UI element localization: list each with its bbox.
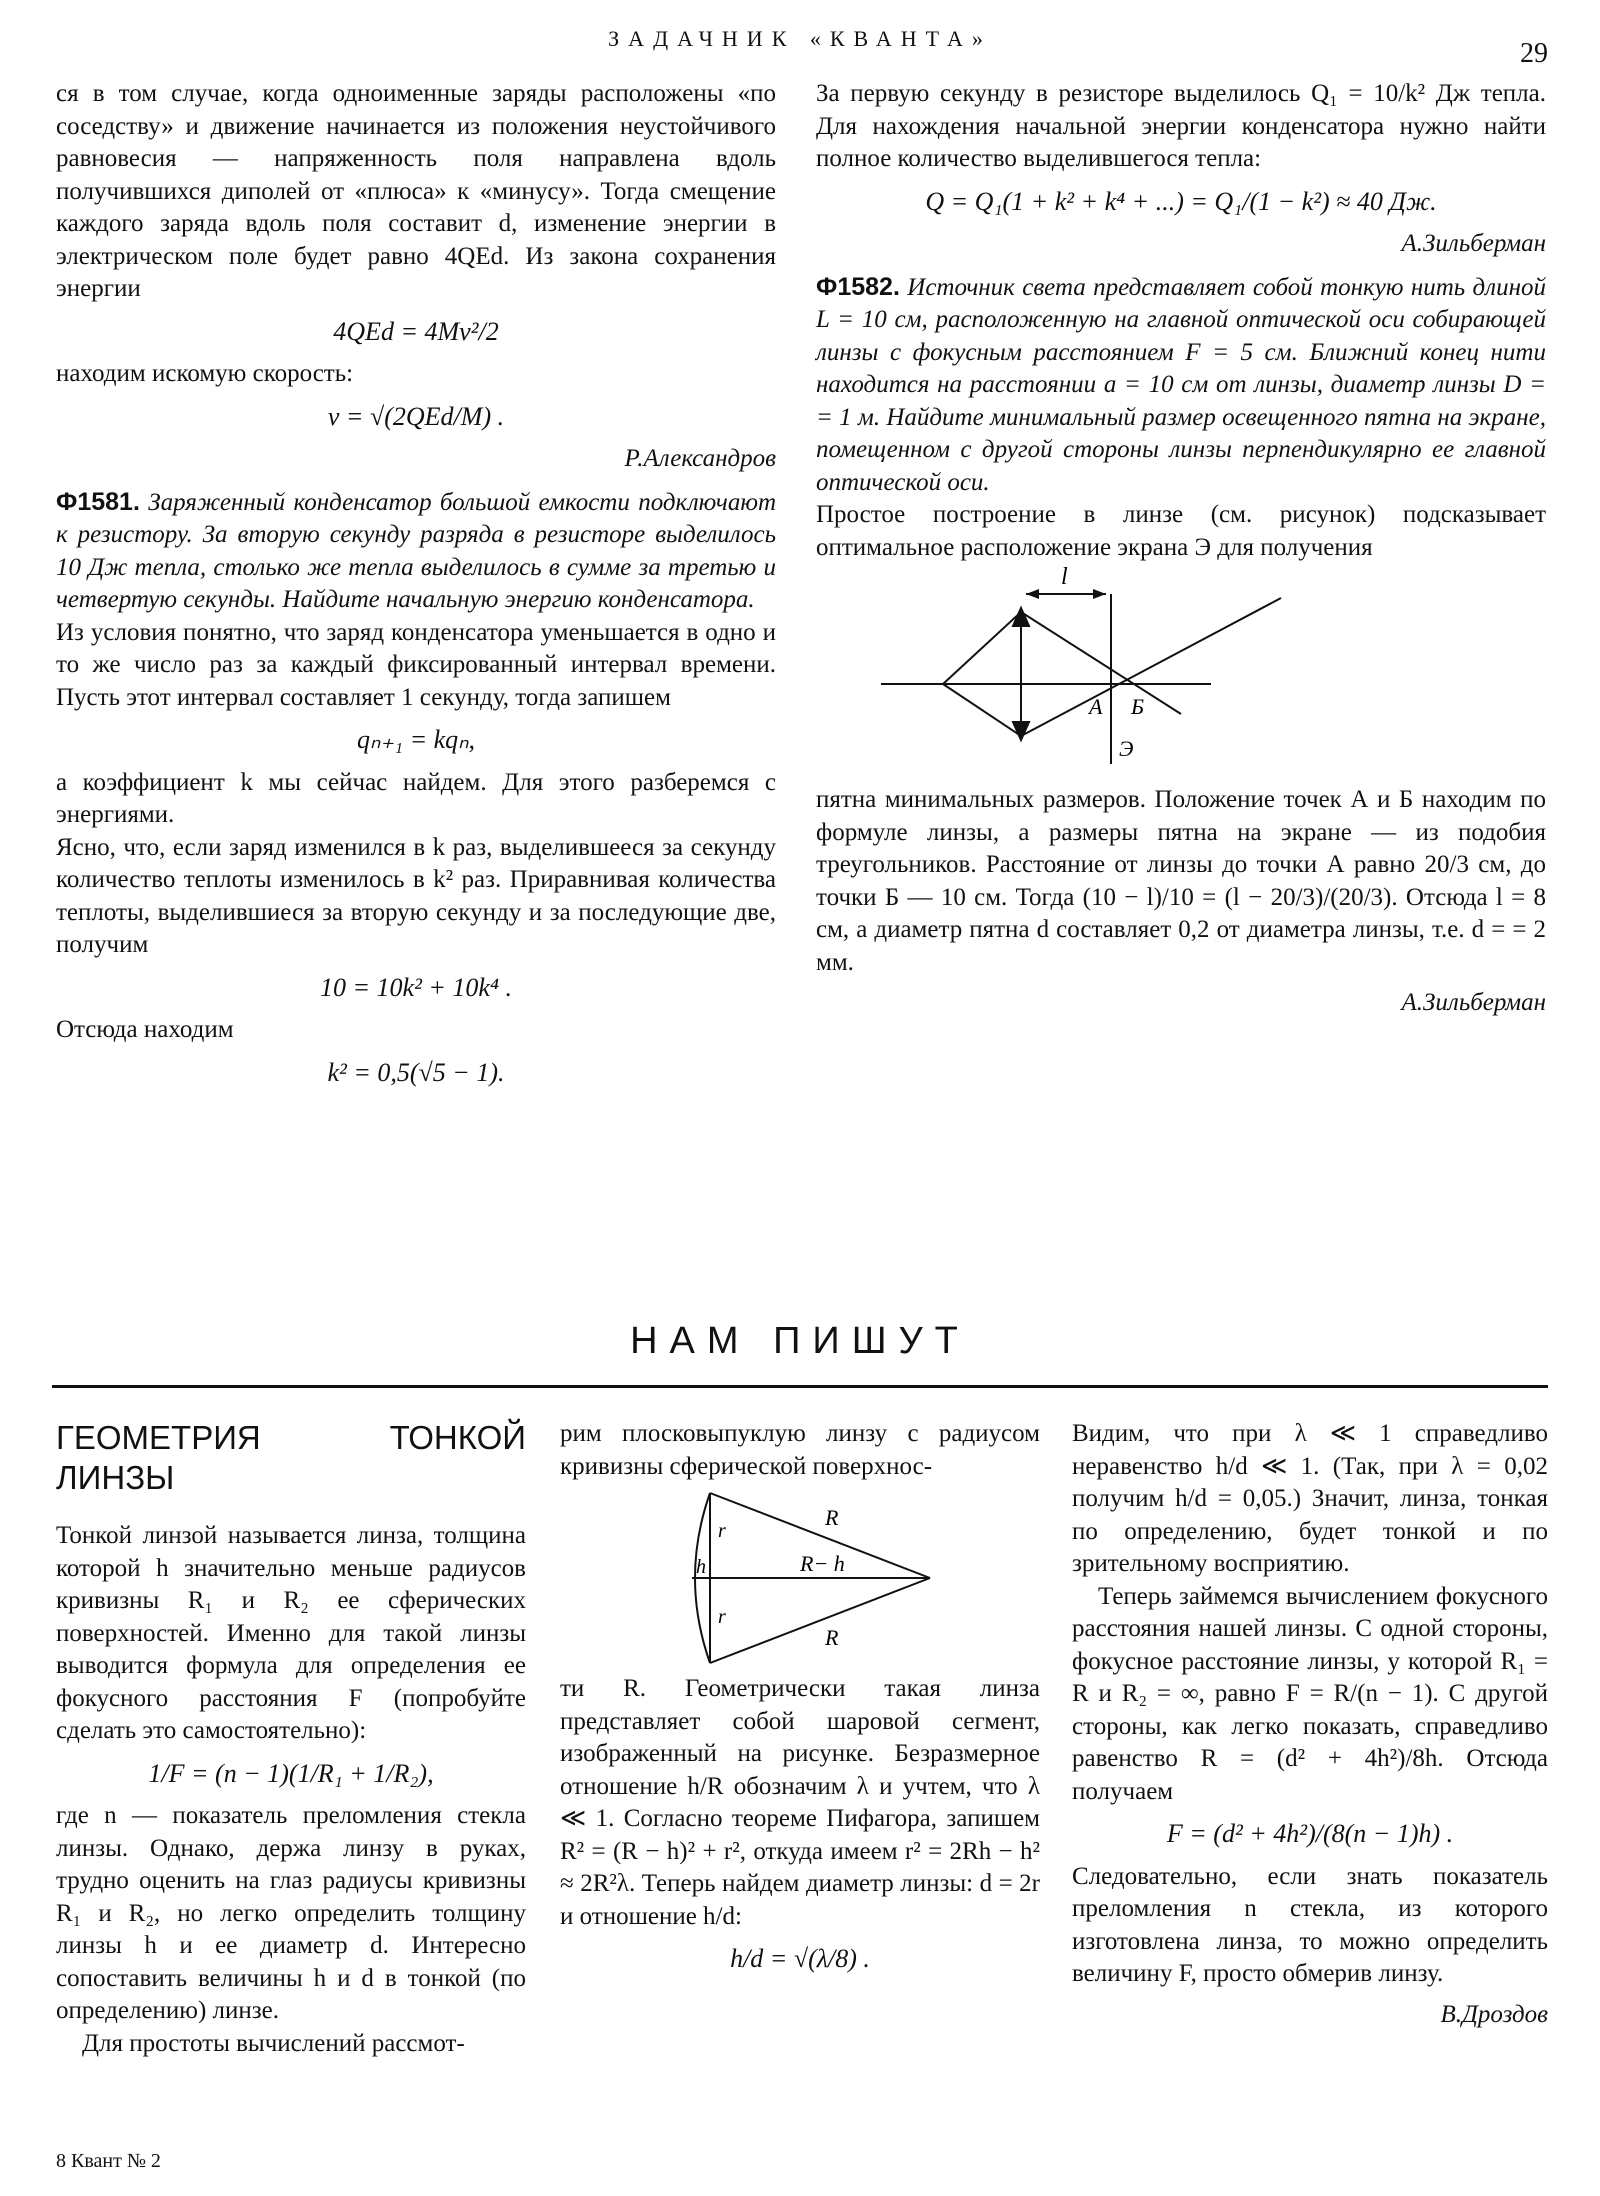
ray: [943, 612, 1021, 684]
equation: 1/F = (n − 1)(1/R₁ + 1/R₂),: [148, 1758, 434, 1788]
label-l: l: [1061, 564, 1068, 590]
equation: h/d = √(λ/8) .: [730, 1944, 870, 1973]
article-title: ГЕОМЕТРИЯ ТОНКОЙ ЛИНЗЫ: [56, 1419, 526, 1496]
dim-arrow-left: [1026, 589, 1039, 599]
label-r-top: R: [825, 1505, 839, 1530]
paragraph: Видим, что при λ ≪ 1 справедливо неравенство h/d ≪ 1. (Так, при λ = 0,02 получим h/d = 0,05.) Значит, линза, тонкая по определению, будет тонкой и по зрительному восприятию.: [1072, 1420, 1548, 1577]
dim-arrow-right: [1093, 589, 1106, 599]
lens-construction-figure: [881, 564, 1481, 784]
paragraph: Для простоты вычислений рассмот-: [82, 2029, 465, 2057]
ray: [1021, 598, 1281, 736]
paragraph: ся в том случае, когда одноименные заряды расположены «по соседству» и движение начинается из положения неустойчивого равновесия — напряженность поля направлена вдоль получившихся диполей от «плюса» к «минусу». Тогда смещение каждого заряда вдоль поля составит d, изменение энергии в электрическом поле будет равно 4QEd. Из закона сохранения энергии: [56, 80, 776, 302]
equation: v = √(2QEd/M) .: [327, 401, 505, 431]
author-signature: А.Зильберман: [1401, 989, 1546, 1016]
column-left-top: [56, 78, 776, 1099]
paragraph: Теперь займемся вычислением фокусного расстояния нашей линзы. С одной стороны, фокусное расстояние линзы, у которой R₁ = R и R₂ = ∞, равно F = R/(n − 1). С другой стороны, как легко показать, справедливо равенство R = (d² + 4h²)/8h. Отсюда получаем: [1072, 1582, 1548, 1805]
article-column-3: [1072, 1418, 1548, 2041]
equation: 4QEd = 4Mv²/2: [333, 316, 499, 346]
section-rule: [52, 1385, 1548, 1388]
problem-text: Заряженный конденсатор большой емкости подключают к резистору. За вторую секунду разряда в резисторе выделилось 10 Дж тепла, столько же тепла выделилось в сумме за третью и четвертую секунды. Найдите начальную энергию конденсатора.: [56, 488, 777, 613]
arrow-head-bottom: [1013, 722, 1029, 740]
author-signature: В.Дроздов: [1440, 2000, 1548, 2028]
label-small-r-top: r: [718, 1520, 726, 1542]
equation: qₙ₊₁ = kqₙ,: [356, 725, 476, 754]
equation: Q = Q₁(1 + k² + k⁴ + ...) = Q₁/(1 − k²) ≈ 40 Дж.: [925, 186, 1437, 216]
paragraph: Отсюда находим: [56, 1016, 234, 1043]
page-number: 29: [1520, 38, 1548, 69]
paragraph: Ясно, что, если заряд изменился в k раз, выделившееся за секунду количество теплоты изменилось в k² раз. Приравнивая количества теплоты, выделившиеся за вторую секунду и за последующие две, получим: [56, 833, 776, 958]
label-h: h: [696, 1556, 706, 1578]
paragraph: Из условия понятно, что заряд конденсатора уменьшается в одно и то же число раз за каждый фиксированный интервал времени. Пусть этот интервал составляет 1 секунду, тогда запишем: [56, 618, 776, 711]
paragraph: а коэффициент k мы сейчас найдем. Для этого разберемся с энергиями.: [56, 768, 776, 828]
lens-segment-figure: [640, 1483, 960, 1673]
section-title: НАМ ПИШУТ: [630, 1320, 970, 1362]
paragraph: рим плосковыпуклую линзу с радиусом кривизны сферической поверхнос-: [560, 1420, 1040, 1480]
label-a: А: [1089, 694, 1103, 719]
column-right-top: [816, 78, 1546, 1030]
label-b: Б: [1131, 694, 1144, 719]
paragraph: где n — показатель преломления стекла линзы. Однако, держа линзу в руках, трудно оценить на глаз радиусы кривизны R₁ и R₂, но легко определить толщину линзы h и ее диаметр d. Интересно сопоставить величины h и d в тонкой (по определению) линзе.: [56, 1802, 526, 2024]
label-r-bottom: R: [825, 1625, 839, 1650]
paragraph: пятна минимальных размеров. Положение точек А и Б находим по формуле линзы, а размеры пятна на экране — из подобия треугольников. Расстояние от линзы до точки А равно 20/3 см, до точки Б — 10 см. Тогда (10 − l)/10 = (l − 20/3)/(20/3). Отсюда l = 8 см, а диаметр пятна d составляет 0,2 от диаметра линзы, т.е. d = = 2 мм.: [816, 786, 1546, 976]
paragraph: Следовательно, если знать показатель преломления n стекла, из которого изготовлена линза, то можно определить величину F, просто обмерив линзу.: [1072, 1862, 1548, 1987]
ray: [943, 684, 1021, 736]
paragraph: Простое построение в линзе (см. рисунок) подсказывает оптимальное расположение экрана Э для получения: [816, 501, 1546, 561]
running-title: ЗАДАЧНИК «КВАНТА»: [608, 26, 992, 51]
author-signature: Р.Александров: [624, 445, 776, 472]
author-signature: А.Зильберман: [1401, 230, 1546, 257]
problem-number: Ф1582.: [816, 272, 900, 301]
article-column-1: [56, 1418, 526, 2060]
label-e: Э: [1119, 736, 1134, 761]
article-column-2: [560, 1418, 1040, 1986]
problem-number: Ф1581.: [56, 487, 140, 516]
problem-statement: [56, 486, 776, 617]
paragraph: находим искомую скорость:: [56, 360, 354, 387]
equation: 10 = 10k² + 10k⁴ .: [319, 972, 512, 1002]
label-r-minus-h: R− h: [800, 1551, 845, 1576]
equation: F = (d² + 4h²)/(8(n − 1)h) .: [1166, 1819, 1454, 1848]
problem-text: Источник света представляет собой тонкую нить длиной L = 10 см, расположенную на главной оптической оси собирающей линзы с фокусным расстоянием F = 5 см. Ближний конец нити находится на расстоянии a = 10 см от линзы, диаметр линзы D = = 1 м. Найдите минимальный размер освещенного пятна на экране, помещенном с другой стороны линзы перпендикулярно ее главной оптической оси.: [816, 273, 1546, 496]
footer-note: 8 Квант № 2: [56, 2150, 161, 2172]
paragraph: ти R. Геометрически такая линза представляет собой шаровой сегмент, изображенный на рисунке. Безразмерное отношение h/R обозначим λ и учтем, что λ ≪ 1. Согласно теореме Пифагора, запишем R² = (R − h)² + r², откуда имеем r² = 2Rh − h² ≈ 2R²λ. Теперь найдем диаметр линзы: d = 2r и отношение h/d:: [560, 1675, 1040, 1930]
problem-statement: [816, 271, 1546, 500]
equation: k² = 0,5(√5 − 1).: [327, 1057, 505, 1087]
paragraph: За первую секунду в резисторе выделилось Q₁ = 10/k² Дж тепла. Для нахождения начальной энергии конденсатора нужно найти полное количество выделившегося тепла:: [816, 80, 1546, 172]
radius-bottom: [710, 1578, 930, 1663]
paragraph: Тонкой линзой называется линза, толщина которой h значительно меньше радиусов кривизны R₁ и R₂ ее сферических поверхностей. Именно для такой линзы выводится формула для определения ее фокусного расстояния F (попробуйте сделать это самостоятельно):: [56, 1522, 526, 1744]
label-small-r-bottom: r: [718, 1606, 726, 1628]
